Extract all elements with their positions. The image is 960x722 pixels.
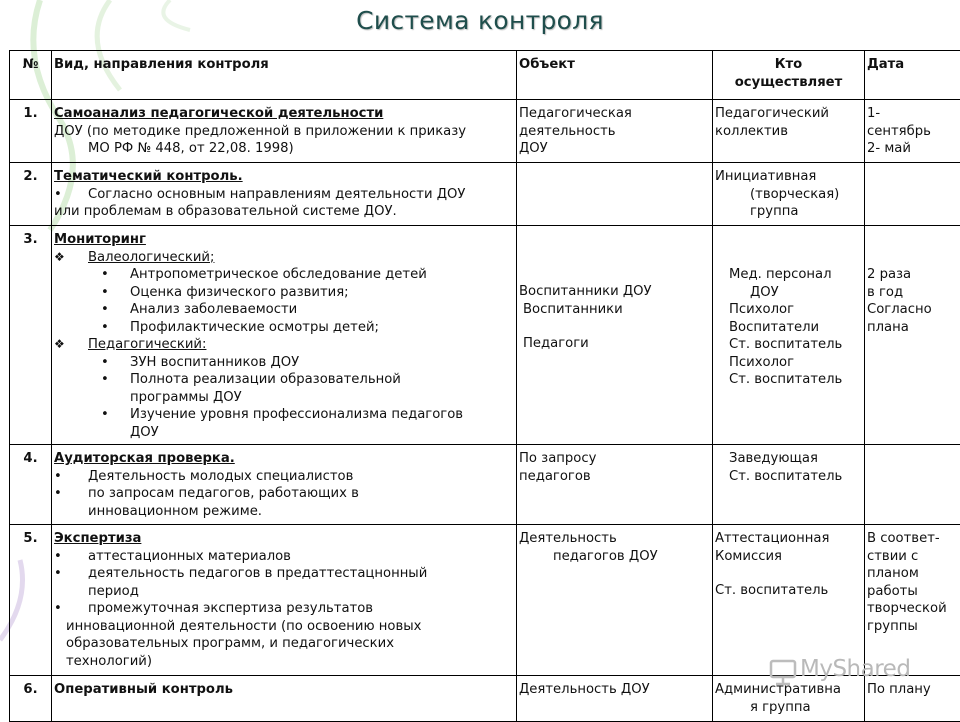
- object-line: Деятельность ДОУ: [519, 681, 710, 699]
- row-text: ДОУ (по методике предложенной в приложении к приказу: [54, 123, 514, 141]
- row-who: [713, 525, 865, 676]
- who-line: Аттестационная: [715, 530, 862, 548]
- row-object: [517, 525, 713, 676]
- who-line: Ст. воспитатель: [715, 468, 862, 486]
- bullet-continuation: инновационном режиме.: [54, 503, 514, 521]
- row-number: 3.: [10, 226, 52, 445]
- sub-bullet-continuation: ДОУ: [54, 424, 514, 442]
- date-line: 2 раза: [867, 266, 960, 284]
- diamond-bullet-icon: ❖: [54, 249, 65, 267]
- who-line: Психолог: [715, 354, 862, 372]
- sub-bullet-item: • Полнота реализации образовательной: [54, 371, 514, 389]
- diamond-bullet-icon: ❖: [54, 336, 65, 354]
- row-text: или проблемам в образовательной системе ДОУ.: [54, 203, 514, 221]
- who-line: Психолог: [715, 301, 862, 319]
- row-kind: [52, 676, 517, 722]
- row-number: 4.: [10, 445, 52, 525]
- row-number: 2.: [10, 163, 52, 226]
- bullet-continuation: образовательных программ, и педагогических: [54, 635, 514, 653]
- table-row: [10, 163, 960, 226]
- date-line: в год: [867, 284, 960, 302]
- row-object: [517, 226, 713, 445]
- header-kind: Вид, направления контроля: [52, 51, 517, 100]
- date-line: работы: [867, 583, 960, 601]
- who-line: Педагогический: [715, 105, 862, 123]
- control-system-table: [9, 50, 960, 722]
- sub-bullet-item: • Профилактические осмотры детей;: [54, 319, 514, 337]
- row-who: [713, 445, 865, 525]
- bullet-continuation: инновационной деятельности (по освоению новых: [54, 618, 514, 636]
- row-kind: [52, 163, 517, 226]
- object-line: педагогов: [519, 468, 710, 486]
- row-object: [517, 445, 713, 525]
- row-date: [865, 445, 960, 525]
- table-row: [10, 100, 960, 163]
- row-object: [517, 100, 713, 163]
- date-line: сентябрь: [867, 123, 960, 141]
- row-title: Экспертиза: [54, 530, 514, 548]
- date-line: плана: [867, 319, 960, 337]
- row-who: [713, 226, 865, 445]
- who-line: Ст. воспитатель: [715, 582, 862, 600]
- header-object: Объект: [517, 51, 713, 100]
- who-line: Ст. воспитатель: [715, 336, 862, 354]
- row-title: Мониторинг: [54, 231, 514, 249]
- sub-bullet-item: • Оценка физического развития;: [54, 284, 514, 302]
- sub-bullet-item: • Изучение уровня профессионализма педагогов: [54, 406, 514, 424]
- date-line: Согласно: [867, 301, 960, 319]
- date-line: В соответ-: [867, 530, 960, 548]
- header-who-line2: осуществляет: [715, 74, 862, 92]
- who-line: группа: [715, 203, 862, 221]
- row-text: МО РФ № 448, от 22,08. 1998): [54, 140, 514, 158]
- object-line: педагогов ДОУ: [519, 548, 710, 566]
- row-kind: [52, 226, 517, 445]
- row-number: 1.: [10, 100, 52, 163]
- row-kind: [52, 525, 517, 676]
- date-line: 1-: [867, 105, 960, 123]
- header-date: Дата: [865, 51, 960, 100]
- who-line: Воспитатели: [715, 319, 862, 337]
- bullet-item: • деятельность педагогов в предаттестацнонный: [54, 565, 514, 583]
- date-line: творческой: [867, 600, 960, 618]
- table-row: [10, 676, 960, 722]
- who-line: (творческая): [715, 186, 862, 204]
- sub-bullet-item: • ЗУН воспитанников ДОУ: [54, 354, 514, 372]
- sub-bullet-item: • Анализ заболеваемости: [54, 301, 514, 319]
- row-who: [713, 100, 865, 163]
- object-line: деятельность: [519, 123, 710, 141]
- watermark-presentation-icon: [768, 658, 798, 686]
- who-line: я группа: [715, 699, 862, 717]
- date-line: планом: [867, 565, 960, 583]
- date-line: ствии с: [867, 548, 960, 566]
- object-line: Педагоги: [519, 335, 710, 353]
- row-title: Аудиторская проверка.: [54, 450, 514, 468]
- row-kind: [52, 445, 517, 525]
- bullet-item: • Деятельность молодых специалистов: [54, 468, 514, 486]
- who-line: ДОУ: [715, 284, 862, 302]
- watermark-text: MyShared: [800, 656, 910, 682]
- object-line: Воспитанники: [519, 301, 710, 319]
- header-num: №: [10, 51, 52, 100]
- sub-section-title: Валеологический;: [88, 250, 214, 265]
- object-line: Воспитанники ДОУ: [519, 283, 710, 301]
- row-date: [865, 163, 960, 226]
- bullet-item: • промежуточная экспертиза результатов: [54, 600, 514, 618]
- who-line: Мед. персонал: [715, 266, 862, 284]
- date-line: По плану: [867, 681, 960, 699]
- bullet-item: • Согласно основным направлениям деятельности ДОУ: [54, 186, 514, 204]
- row-who: [713, 163, 865, 226]
- row-object: [517, 676, 713, 722]
- row-title: Оперативный контроль: [54, 681, 514, 699]
- row-date: [865, 525, 960, 676]
- object-line: ДОУ: [519, 140, 710, 158]
- bullet-item: • аттестационных материалов: [54, 548, 514, 566]
- table-header-row: [10, 51, 960, 100]
- who-line: Ст. воспитатель: [715, 371, 862, 389]
- row-title: Самоанализ педагогической деятельности: [54, 105, 514, 123]
- sub-section: [54, 336, 514, 354]
- date-line: 2- май: [867, 140, 960, 158]
- page-title: Система контроля: [0, 6, 960, 35]
- bullet-continuation: технологий): [54, 653, 514, 671]
- who-line: Инициативная: [715, 168, 862, 186]
- table-row: [10, 226, 960, 445]
- row-object: [517, 163, 713, 226]
- who-line: Административна: [715, 681, 862, 699]
- row-number: 6.: [10, 676, 52, 722]
- bullet-continuation: период: [54, 583, 514, 601]
- who-line: Заведующая: [715, 450, 862, 468]
- row-date: [865, 100, 960, 163]
- sub-section-title: Педагогический:: [88, 337, 206, 352]
- table-row: [10, 445, 960, 525]
- row-kind: [52, 100, 517, 163]
- object-line: Деятельность: [519, 530, 710, 548]
- object-line: По запросу: [519, 450, 710, 468]
- sub-bullet-continuation: программы ДОУ: [54, 389, 514, 407]
- row-title: Тематический контроль.: [54, 168, 514, 186]
- object-line: Педагогическая: [519, 105, 710, 123]
- header-who: [713, 51, 865, 100]
- row-number: 5.: [10, 525, 52, 676]
- row-date: [865, 676, 960, 722]
- date-line: группы: [867, 618, 960, 636]
- sub-bullet-item: • Антропометрическое обследование детей: [54, 266, 514, 284]
- sub-section: [54, 249, 514, 267]
- who-line: Комиссия: [715, 548, 862, 566]
- table-row: [10, 525, 960, 676]
- bullet-item: • по запросам педагогов, работающих в: [54, 485, 514, 503]
- who-line: коллектив: [715, 123, 862, 141]
- row-date: [865, 226, 960, 445]
- header-who-line1: Кто: [715, 56, 862, 74]
